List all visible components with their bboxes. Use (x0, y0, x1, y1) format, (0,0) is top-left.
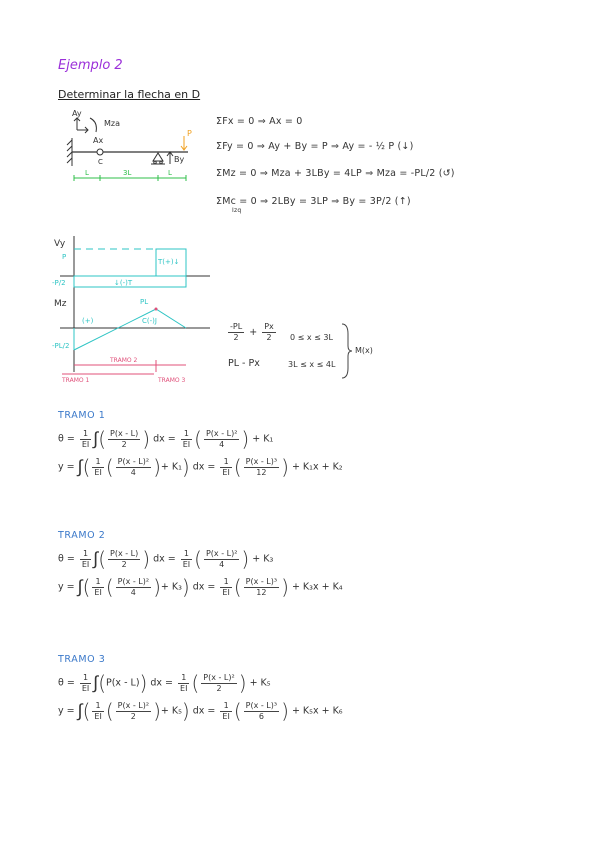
theta-ei: EI (81, 439, 90, 449)
roller-support-icon (151, 153, 165, 164)
y-mid-const: + K₁ (160, 461, 182, 473)
y-res-den: 6 (258, 711, 264, 721)
theta-inner-den: 2 (121, 439, 127, 449)
tramo-1-heading: TRAMO 1 (58, 410, 106, 421)
y-ei: EI (94, 467, 102, 477)
y-ei: EI (94, 587, 102, 597)
label-by: By (174, 155, 185, 164)
theta-ei: EI (81, 559, 90, 569)
mrow1-den2: 2 (266, 333, 272, 342)
shear-moment-diagram (50, 232, 220, 384)
y-inner-den: 4 (130, 467, 136, 477)
moment-range-1: 0 ≤ x ≤ 3L (290, 333, 333, 342)
y-res-ei: EI (222, 711, 230, 721)
label-span2: 3L (123, 169, 132, 177)
label-span3: L (168, 169, 172, 177)
vy-label: Vy (54, 239, 66, 249)
equation-fy: ΣFy = 0 ⇒ Ay + By = P ⇒ Ay = - ½ P (↓) (216, 141, 414, 152)
y-dx: dx = (192, 705, 216, 717)
mrow1-den1: 2 (233, 333, 239, 342)
label-span1: L (85, 169, 89, 177)
tramo-2-y: y = ∫( $\frac{1}{EI}$ ( $\frac{\text{P(x - L)²}}{4}$ )+ K₃) dx = $\frac{1}{EI}$ ( $\frac{\text{P(x - L)³}}{12}$ ) + K₃x + K₄ (58, 575, 343, 599)
tramo-1-y: y = ∫( $\frac{1}{EI}$ ( $\frac{\text{P(x - L)²}}{4}$ )+ K₁) dx = $\frac{1}{EI}$ ( $\frac{\text{P(x - L)³}}{12}$ ) + K₁x + K₂ (58, 455, 343, 479)
moment-peak-dot (155, 308, 158, 311)
theta-inner-den: 2 (121, 559, 127, 569)
y-ei: EI (94, 711, 102, 721)
tramo-2-heading: TRAMO 2 (58, 530, 106, 541)
beam-diagram (60, 108, 210, 188)
mrow1-plus: + (249, 327, 258, 338)
y-dx: dx = (192, 581, 216, 593)
equation-fx: ΣFx = 0 ⇒ Ax = 0 (216, 116, 303, 127)
theta-lhs: θ = (58, 553, 75, 565)
brace-icon (340, 322, 354, 380)
y-inner-den: 4 (130, 587, 136, 597)
theta-res-num: P(x - L)² (205, 548, 238, 558)
y-res-one: 1 (220, 701, 231, 712)
theta-res-one: 1 (181, 549, 192, 560)
theta-lhs: θ = (58, 433, 75, 445)
y-const: + K₁x + K₂ (291, 461, 343, 473)
y-one: 1 (92, 701, 103, 712)
load-p-arrow-icon (181, 136, 187, 150)
hinge-c-icon (97, 149, 103, 155)
theta-res-num: P(x - L)² (203, 672, 235, 682)
theta-res-den: 4 (219, 439, 225, 449)
y-mid-const: + K₃ (160, 581, 182, 593)
equation-mz: ΣMz = 0 ⇒ Mza + 3LBy = 4LP ⇒ Mza = -PL/2 (↺) (216, 168, 455, 179)
theta-res-one: 1 (181, 429, 192, 440)
y-res-num: P(x - L)³ (245, 700, 278, 710)
theta-inner-num: P(x - L) (110, 548, 139, 558)
tramo-3-theta: θ = $\frac{1}{EI}$ ∫(P(x - L)) dx = $\frac{1}{EI}$ ( $\frac{\text{P(x - L)²}}{2}$ ) + K₅ (58, 671, 271, 695)
tramo-3-block (58, 654, 578, 723)
label-ay: Ay (72, 109, 82, 118)
theta-lhs: θ = (58, 677, 75, 689)
theta-const: + K₃ (252, 553, 274, 565)
theta-dx: dx = (153, 433, 176, 445)
equation-mc: ΣMc = 0 ⇒ 2LBy = 3LP ⇒ By = 3P/2 (↑) (216, 196, 411, 207)
mza-arrow-icon (90, 118, 96, 132)
y-inner-num: P(x - L)² (117, 700, 150, 710)
y-lhs: y = (58, 461, 75, 473)
y-const: + K₃x + K₄ (291, 581, 343, 593)
moment-row-1 (226, 322, 278, 343)
label-mza: Mza (104, 119, 121, 128)
sign-minus: ↓(-)T (114, 279, 133, 287)
theta-res-ei: EI (180, 683, 188, 693)
theta-inner: P(x - L) (106, 677, 140, 689)
y-one: 1 (92, 457, 103, 468)
tramo-3-heading: TRAMO 3 (58, 654, 106, 665)
tramo-2-theta: θ = $\frac{1}{EI}$ ∫( $\frac{P(x - L)}{2}$ ) dx = $\frac{1}{EI}$ ( $\frac{\text{P(x - L)²}}{4}$ ) + K₃ (58, 547, 274, 571)
theta-const: + K₁ (252, 433, 274, 445)
page-title: Ejemplo 2 (58, 58, 123, 73)
mrow1-num1: -PL (230, 322, 243, 331)
theta-inner-num: P(x - L) (110, 428, 139, 438)
p2-label: -P/2 (52, 279, 66, 287)
theta-one: 1 (80, 429, 91, 440)
tramo1-label: TRAMO 1 (62, 377, 90, 384)
theta-dx: dx = (150, 677, 174, 689)
tramo2-label: TRAMO 2 (110, 357, 138, 364)
sign-minus-mid: C(-)J (142, 317, 157, 325)
y-one: 1 (92, 577, 103, 588)
theta-one: 1 (80, 673, 91, 684)
pl2-label: -PL/2 (52, 342, 70, 350)
p-label: P (62, 253, 67, 261)
pl-label: PL (140, 298, 149, 306)
y-lhs: y = (58, 581, 75, 593)
theta-ei: EI (81, 683, 90, 693)
theta-dx: dx = (153, 553, 176, 565)
ay-arrow-icon (74, 118, 88, 133)
tramo-2-block (58, 530, 578, 599)
y-lhs: y = (58, 705, 75, 717)
tramo-1-theta: θ = $\frac{1}{EI}$ ∫( $\frac{P(x - L)}{2}$ ) dx = $\frac{1}{EI}$ ( $\frac{\text{P(x - L)²}}{4}$ ) + K₁ (58, 427, 274, 451)
y-res-ei: EI (222, 467, 230, 477)
theta-const: + K₅ (249, 677, 271, 689)
mz-label: Mz (54, 299, 67, 309)
y-const: + K₅x + K₆ (291, 705, 343, 717)
by-arrow-icon (167, 152, 173, 164)
tramo-1-block (58, 410, 578, 479)
tramo3-label: TRAMO 3 (158, 377, 186, 384)
tramo-3-y: y = ∫( $\frac{1}{EI}$ ( $\frac{\text{P(x - L)²}}{2}$ )+ K₅) dx = $\frac{1}{EI}$ ( $\frac{\text{P(x - L)³}}{6}$ ) + K₅x + K₆ (58, 699, 343, 723)
theta-res-den: 2 (216, 683, 222, 693)
y-res-num: P(x - L)³ (245, 576, 278, 586)
y-inner-den: 2 (130, 711, 136, 721)
theta-res-den: 4 (219, 559, 225, 569)
y-res-one: 1 (220, 577, 231, 588)
label-ax: Ax (93, 136, 104, 145)
y-res-ei: EI (222, 587, 230, 597)
equation-mc-subscript: Izq (232, 207, 242, 214)
theta-one: 1 (80, 549, 91, 560)
moment-range-2: 3L ≤ x ≤ 4L (288, 360, 336, 369)
y-res-num: P(x - L)³ (245, 456, 278, 466)
y-res-one: 1 (220, 457, 231, 468)
moment-row-2: PL - Px (228, 358, 260, 369)
theta-res-ei: EI (182, 439, 191, 449)
sign-plus-mid: (+) (82, 317, 94, 325)
y-inner-num: P(x - L)² (117, 456, 150, 466)
label-c: C (98, 158, 103, 166)
theta-res-ei: EI (182, 559, 191, 569)
sign-plus-top: T(+)↓ (158, 258, 180, 266)
y-mid-const: + K₅ (160, 705, 182, 717)
fixed-support-icon (67, 138, 72, 166)
y-dx: dx = (192, 461, 216, 473)
theta-res-num: P(x - L)² (205, 428, 238, 438)
moment-label: M(x) (355, 346, 373, 355)
y-res-den: 12 (256, 587, 267, 597)
label-p: P (187, 129, 192, 138)
mrow1-num2: Px (264, 322, 274, 331)
page-subtitle: Determinar la flecha en D (58, 88, 201, 101)
moment-curve (74, 309, 186, 350)
y-inner-num: P(x - L)² (117, 576, 150, 586)
y-res-den: 12 (256, 467, 267, 477)
theta-res-one: 1 (178, 673, 189, 684)
